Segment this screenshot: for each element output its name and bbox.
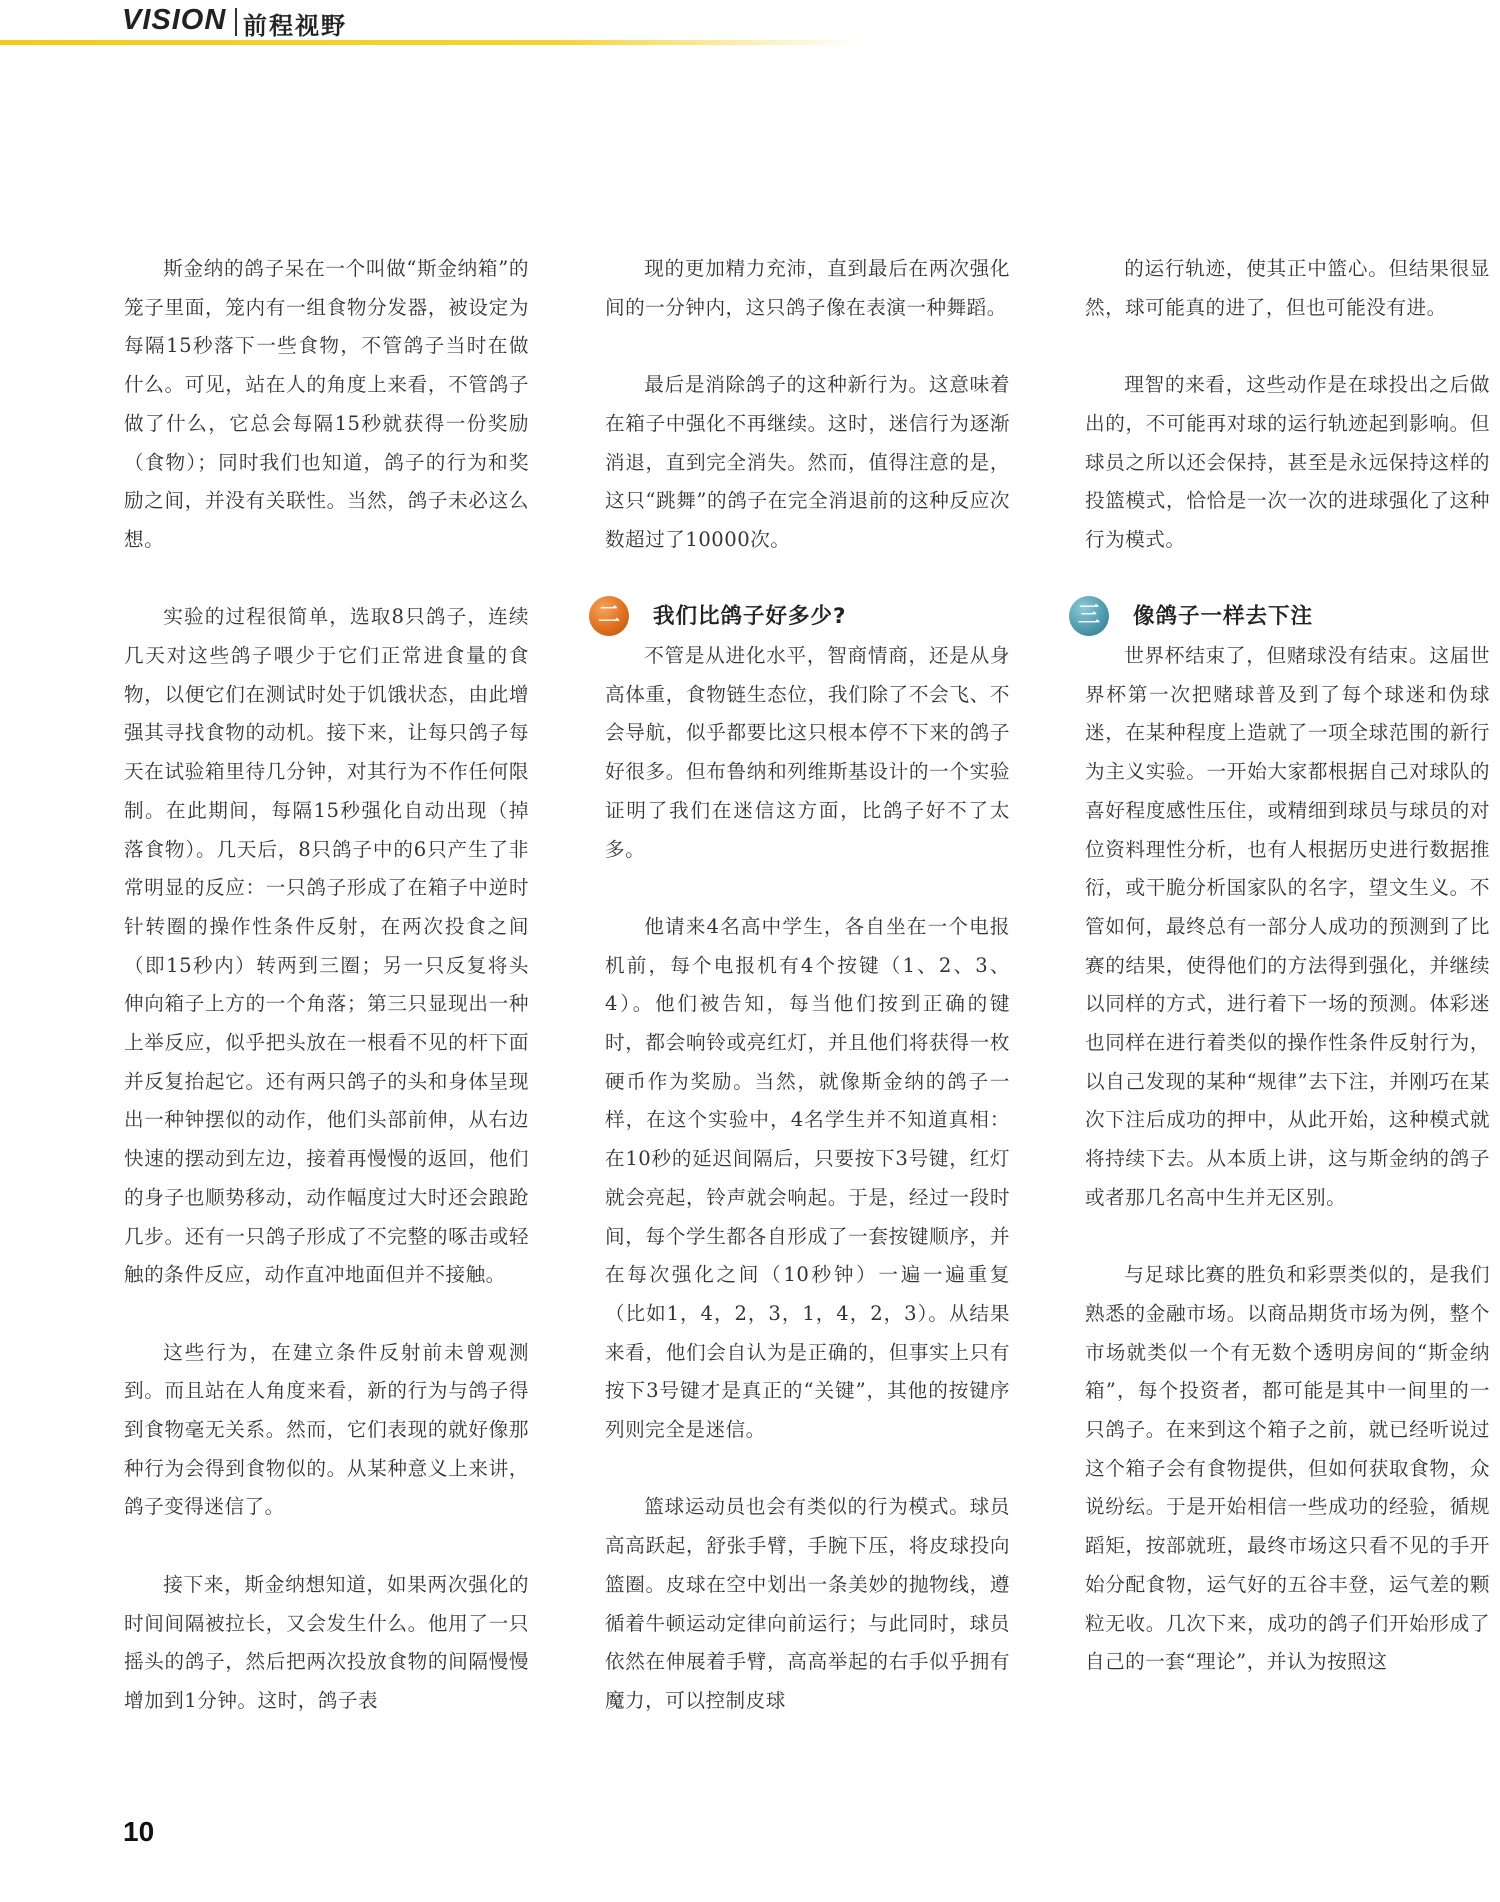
- section-heading-text: 像鸽子一样去下注: [1133, 604, 1314, 630]
- paragraph: 最后是消除鸽子的这种新行为。这意味着在箱子中强化不再继续。这时，迷信行为逐渐消退，直到完全消失。然而，值得注意的是，这只“跳舞”的鸽子在完全消退前的这种反应次数超过了10000次。: [605, 373, 1010, 551]
- section-heading-3: [1077, 598, 1490, 637]
- section-heading-text: 我们比鸽子好多少?: [653, 604, 847, 630]
- magazine-logo: VISION: [122, 4, 227, 36]
- paragraph: 世界杯结束了，但赌球没有结束。这届世界杯第一次把赌球普及到了每个球迷和伪球迷，在某种程度上造就了一项全球范围的新行为主义实验。一开始大家都根据自己对球队的喜好程度感性压住，或精细到球员与球员的对位资料理性分析，也有人根据历史进行数据推衍，或干脆分析国家队的名字，望文生义。不管如何，最终总有一部分人成功的预测到了比赛的结果，使得他们的方法得到强化，并继续以同样的方式，进行着下一场的预测。体彩迷也同样在进行着类似的操作性条件反射行为，以自己发现的某种“规律”去下注，并刚巧在某次下注后成功的押中，从此开始，这种模式就将持续下去。从本质上讲，这与斯金纳的鸽子或者那几名高中生并无区别。: [1085, 643, 1490, 1209]
- section-number-badge: 二: [589, 596, 629, 636]
- paragraph: 的运行轨迹，使其正中篮心。但结果很显然，球可能真的进了，但也可能没有进。: [1085, 257, 1490, 319]
- article-column-3: [1077, 250, 1490, 1682]
- paragraph: 实验的过程很简单，选取8只鸽子，连续几天对这些鸽子喂少于它们正常进食量的食物，以便它们在测试时处于饥饿状态，由此增强其寻找食物的动机。接下来，让每只鸽子每天在试验箱里待几分钟，对其行为不作任何限制。在此期间，每隔15秒强化自动出现（掉落食物）。几天后，8只鸽子中的6只产生了非常明显的反应：一只鸽子形成了在箱子中逆时针转圈的操作性条件反射，在两次投食之间（即15秒内）转两到三圈；另一只反复将头伸向箱子上方的一个角落；第三只显现出一种上举反应，似乎把头放在一根看不见的杆下面并反复抬起它。还有两只鸽子的头和身体呈现出一种钟摆似的动作，他们头部前伸，从右边快速的摆动到左边，接着再慢慢的返回，他们的身子也顺势移动，动作幅度过大时还会踉跄几步。还有一只鸽子形成了不完整的啄击或轻触的条件反应，动作直冲地面但并不接触。: [124, 605, 529, 1287]
- page-header: [0, 0, 1500, 46]
- paragraph: 理智的来看，这些动作是在球投出之后做出的，不可能再对球的运行轨迹起到影响。但球员之所以还会保持，甚至是永远保持这样的投篮模式，恰恰是一次一次的进球强化了这种行为模式。: [1085, 373, 1490, 551]
- section-title: 前程视野: [243, 12, 347, 40]
- header-divider: [235, 8, 237, 36]
- paragraph: 这些行为，在建立条件反射前未曾观测到。而且站在人角度来看，新的行为与鸽子得到食物毫无关系。然而，它们表现的就好像那种行为会得到食物似的。从某种意义上来讲，鸽子变得迷信了。: [124, 1340, 529, 1519]
- paragraph: 不管是从进化水平，智商情商，还是从身高体重，食物链生态位，我们除了不会飞、不会导航，似乎都要比这只根本停不下来的鸽子好很多。但布鲁纳和列维斯基设计的一个实验证明了我们在迷信这方面，比鸽子好不了太多。: [605, 643, 1010, 861]
- article-column-1: [124, 250, 529, 1721]
- paragraph: 接下来，斯金纳想知道，如果两次强化的时间间隔被拉长，又会发生什么。他用了一只摇头的鸽子，然后把两次投放食物的间隔慢慢增加到1分钟。这时，鸽子表: [124, 1572, 529, 1712]
- header-accent-line: [0, 40, 860, 45]
- paragraph: 与足球比赛的胜负和彩票类似的，是我们熟悉的金融市场。以商品期货市场为例，整个市场就类似一个有无数个透明房间的“斯金纳箱”，每个投资者，都可能是其中一间里的一只鸽子。在来到这个箱子之前，就已经听说过这个箱子会有食物提供，但如何获取食物，众说纷纭。于是开始相信一些成功的经验，循规蹈矩，按部就班，最终市场这只看不见的手开始分配食物，运气好的五谷丰登，运气差的颗粒无收。几次下来，成功的鸽子们开始形成了自己的一套“理论”，并认为按照这: [1085, 1263, 1490, 1674]
- page-number: 10: [123, 1816, 155, 1847]
- article-column-2: [597, 250, 1010, 1721]
- section-number-badge: 三: [1069, 596, 1109, 636]
- paragraph: 斯金纳的鸽子呆在一个叫做“斯金纳箱”的笼子里面，笼内有一组食物分发器，被设定为每隔15秒落下一些食物，不管鸽子当时在做什么。可见，站在人的角度上来看，不管鸽子做了什么，它总会每隔15秒就获得一份奖励（食物）；同时我们也知道，鸽子的行为和奖励之间，并没有关联性。当然，鸽子未必这么想。: [124, 257, 529, 551]
- paragraph: 他请来4名高中学生，各自坐在一个电报机前，每个电报机有4个按键（1、2、3、4）。他们被告知，每当他们按到正确的键时，都会响铃或亮红灯，并且他们将获得一枚硬币作为奖励。当然，就像斯金纳的鸽子一样，在这个实验中，4名学生并不知道真相：在10秒的延迟间隔后，只要按下3号键，红灯就会亮起，铃声就会响起。于是，经过一段时间，每个学生都各自形成了一套按键顺序，并在每次强化之间（10秒钟）一遍一遍重复（比如1，4，2，3，1，4，2，3）。从结果来看，他们会自认为是正确的，但事实上只有按下3号键才是真正的“关键”，其他的按键序列则完全是迷信。: [605, 914, 1010, 1442]
- paragraph: 现的更加精力充沛，直到最后在两次强化间的一分钟内，这只鸽子像在表演一种舞蹈。: [605, 257, 1010, 319]
- paragraph: 篮球运动员也会有类似的行为模式。球员高高跃起，舒张手臂，手腕下压，将皮球投向篮圈。皮球在空中划出一条美妙的抛物线，遵循着牛顿运动定律向前运行；与此同时，球员依然在伸展着手臂，高高举起的右手似乎拥有魔力，可以控制皮球: [605, 1495, 1010, 1712]
- section-heading-2: [597, 598, 1010, 637]
